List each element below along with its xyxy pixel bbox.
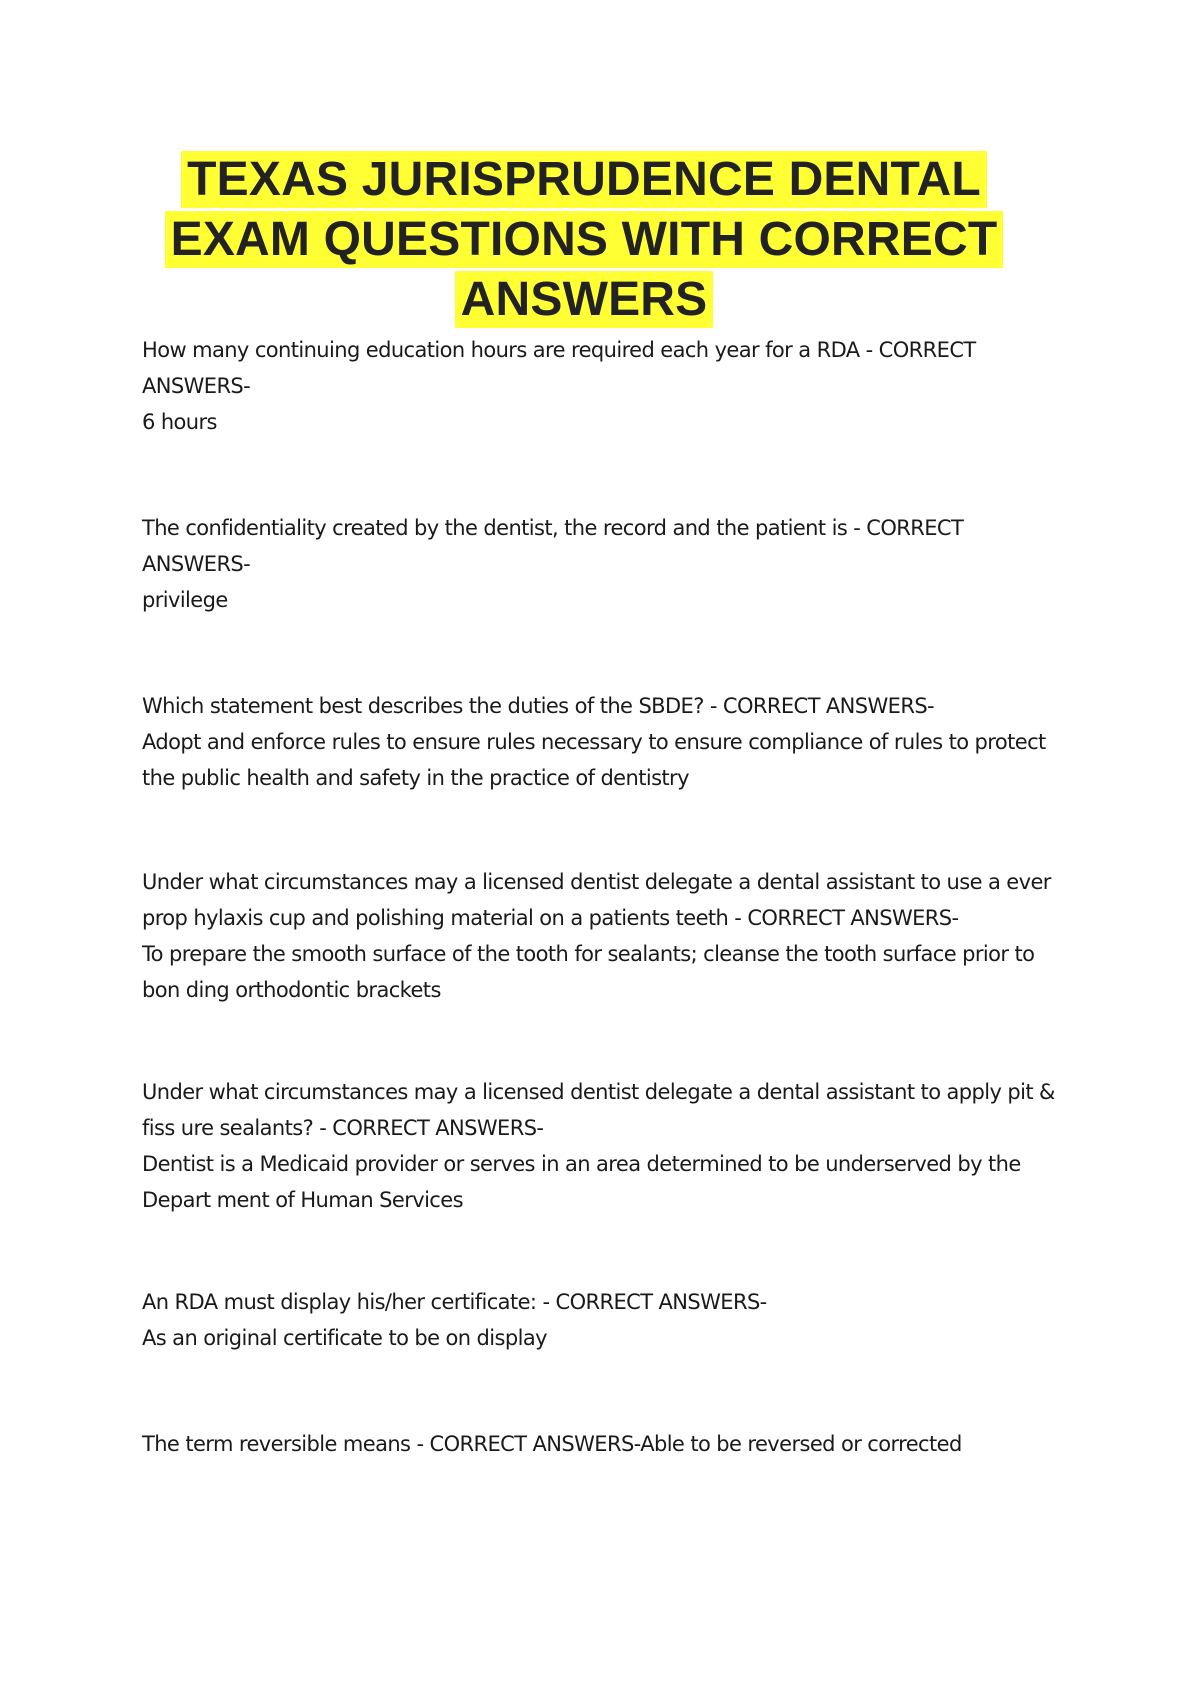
answer-text: 6 hours <box>142 410 217 434</box>
answer-text: Adopt and enforce rules to ensure rules necessary to ensure compliance of rules to protect the public health and safety in the practice of dentistry <box>142 730 1046 790</box>
qa-item-1 <box>142 332 1072 440</box>
qa-item-5 <box>142 1074 1072 1218</box>
qa-list <box>142 332 1072 1462</box>
qa-item-3 <box>142 688 1072 796</box>
qa-item-2 <box>142 510 1072 618</box>
answer-text: To prepare the smooth surface of the tooth for sealants; cleanse the tooth surface prior to bon ding orthodontic brackets <box>142 942 1035 1002</box>
question-text: The term reversible means - CORRECT ANSWERS- <box>142 1432 641 1456</box>
title-line-1: TEXAS JURISPRUDENCE DENTAL <box>0 150 1168 210</box>
question-text: Which statement best describes the duties of the SBDE? - CORRECT ANSWERS- <box>142 694 935 718</box>
answer-text: Able to be reversed or corrected <box>640 1432 962 1456</box>
question-text: An RDA must display his/her certificate: - CORRECT ANSWERS- <box>142 1290 767 1314</box>
question-text: Under what circumstances may a licensed dentist delegate a dental assistant to apply pit & fiss ure sealants? - CORRECT ANSWERS- <box>142 1080 1055 1140</box>
qa-item-7 <box>142 1426 1072 1462</box>
title-line-2: EXAM QUESTIONS WITH CORRECT <box>0 210 1168 270</box>
title-line-3: ANSWERS <box>0 270 1168 330</box>
question-text: How many continuing education hours are required each year for a RDA - CORRECT ANSWERS- <box>142 338 976 398</box>
question-text: The confidentiality created by the dentist, the record and the patient is - CORRECT ANSWERS- <box>142 516 964 576</box>
answer-text: Dentist is a Medicaid provider or serves in an area determined to be underserved by the Depart ment of Human Services <box>142 1152 1021 1212</box>
question-text: Under what circumstances may a licensed dentist delegate a dental assistant to use a ever prop hylaxis cup and polishing material on a patients teeth - CORRECT ANSWERS- <box>142 870 1051 930</box>
document-title <box>0 150 1168 330</box>
answer-text: As an original certificate to be on display <box>142 1326 547 1350</box>
qa-item-4 <box>142 864 1072 1008</box>
answer-text: privilege <box>142 588 228 612</box>
qa-item-6 <box>142 1284 1072 1356</box>
